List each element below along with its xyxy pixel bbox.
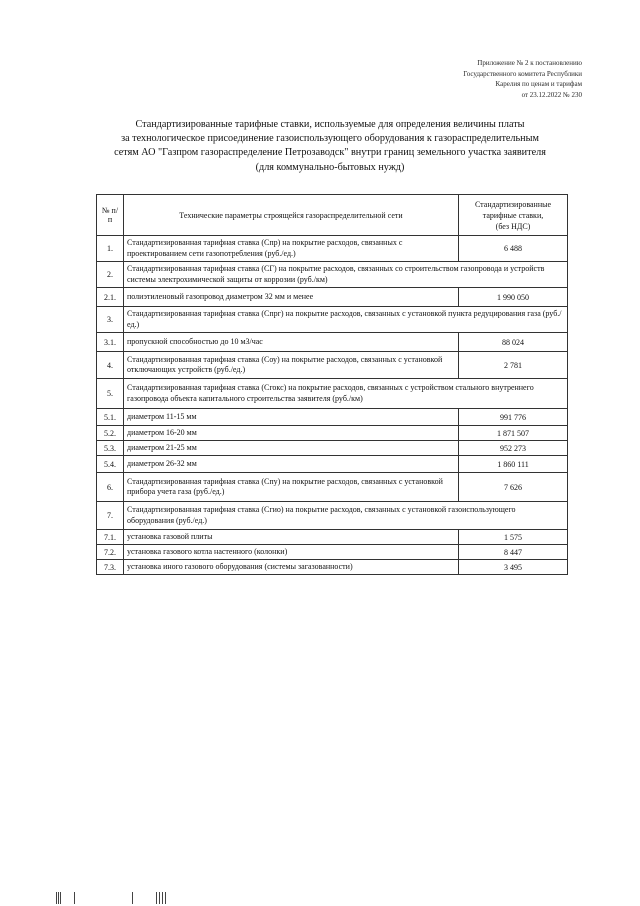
row-num: 7.1. (97, 530, 124, 545)
row-num: 5.4. (97, 456, 124, 473)
row-param: диаметром 21-25 мм (124, 441, 459, 456)
row-num: 7.2. (97, 545, 124, 560)
row-num: 5.1. (97, 409, 124, 426)
row-rate: 1 575 (459, 530, 568, 545)
row-param: диаметром 26-32 мм (124, 456, 459, 473)
row-param: Стандартизированная тарифная ставка (Спрг) на покрытие расходов, связанных с установкой пункта редуцирования газа (руб./ед.) (124, 307, 568, 333)
table-row (97, 352, 568, 379)
table-row (97, 441, 568, 456)
table-row (97, 288, 568, 307)
table-header-row (97, 195, 568, 236)
row-num: 1. (97, 236, 124, 262)
row-param: Стандартизированная тарифная ставка (Сгокс) на покрытие расходов, связанных с устройством стального внутреннего газопровода объекта капитального строительства заявителя (руб./км) (124, 379, 568, 409)
row-rate: 991 776 (459, 409, 568, 426)
title-line: за технологическое присоединение газоиспользующего оборудования к газораспределительным (121, 133, 539, 145)
row-num: 3. (97, 307, 124, 333)
row-rate: 7 626 (459, 473, 568, 502)
row-num: 5. (97, 379, 124, 409)
row-param: полиэтиленовый газопровод диаметром 32 мм и менее (124, 288, 459, 307)
appendix-line: Государственного комитета Республики (463, 69, 582, 78)
table-row (97, 473, 568, 502)
row-num: 7. (97, 502, 124, 530)
row-num: 5.3. (97, 441, 124, 456)
row-rate: 1 871 507 (459, 426, 568, 441)
row-rate: 2 781 (459, 352, 568, 379)
title-line: (для коммунально-бытовых нужд) (255, 161, 405, 173)
row-num: 2.1. (97, 288, 124, 307)
table-row (97, 379, 568, 409)
row-rate: 6 488 (459, 236, 568, 262)
table-row (97, 456, 568, 473)
document-title (95, 118, 565, 175)
table-row (97, 409, 568, 426)
header-rate (459, 195, 568, 236)
appendix-line: Приложение № 2 к постановлению (477, 59, 582, 67)
row-num: 3.1. (97, 333, 124, 352)
row-param: установка газовой плиты (124, 530, 459, 545)
table-row (97, 307, 568, 333)
row-rate: 1 990 050 (459, 288, 568, 307)
table-row (97, 545, 568, 560)
row-param: диаметром 11-15 мм (124, 409, 459, 426)
row-param: Стандартизированная тарифная ставка (Сгио) на покрытие расходов, связанных с установкой газоиспользующего оборудования (руб./ед.) (124, 502, 568, 530)
tariff-table (96, 194, 568, 575)
header-rate-line: (без НДС) (495, 221, 531, 231)
row-param: Стандартизированная тарифная ставка (Спр) на покрытие расходов, связанных с проектированием сети газопотребления (руб./ед.) (124, 236, 459, 262)
row-param: пропускной способностью до 10 м3/час (124, 333, 459, 352)
row-rate: 88 024 (459, 333, 568, 352)
appendix-line: Карелия по ценам и тарифам (495, 80, 582, 88)
header-rate-line: тарифные ставки, (482, 210, 544, 220)
row-param: Стандартизированная тарифная ставка (Соу) на покрытие расходов, связанных с установкой отключающих устройств (руб./ед.) (124, 352, 459, 379)
header-num: № п/п (97, 195, 124, 236)
row-param: установка иного газового оборудования (системы загазованности) (124, 560, 459, 575)
row-num: 2. (97, 262, 124, 288)
row-num: 4. (97, 352, 124, 379)
table-row (97, 560, 568, 575)
row-num: 7.3. (97, 560, 124, 575)
row-param: Стандартизированная тарифная ставка (СГ) на покрытие расходов, связанных со строительством газопровода и устройств системы электрохимической защиты от коррозии (руб./км) (124, 262, 568, 288)
table-row (97, 426, 568, 441)
table-row (97, 236, 568, 262)
row-rate: 952 273 (459, 441, 568, 456)
row-rate: 3 495 (459, 560, 568, 575)
table-row (97, 333, 568, 352)
title-line: сетям АО "Газпром газораспределение Петрозаводск" внутри границ земельного участка заявителя (114, 147, 546, 159)
row-num: 6. (97, 473, 124, 502)
table-row (97, 502, 568, 530)
header-rate-line: Стандартизированные (474, 199, 552, 209)
row-param: диаметром 16-20 мм (124, 426, 459, 441)
table-row (97, 262, 568, 288)
appendix-note (352, 58, 582, 100)
appendix-line: от 23.12.2022 № 230 (521, 90, 582, 99)
row-param: Стандартизированная тарифная ставка (Спу) на покрытие расходов, связанных с установкой прибора учета газа (руб./ед.) (124, 473, 459, 502)
scan-artifact-marks (52, 892, 202, 906)
row-rate: 8 447 (459, 545, 568, 560)
table-row (97, 530, 568, 545)
row-param: установка газового котла настенного (колонки) (124, 545, 459, 560)
row-num: 5.2. (97, 426, 124, 441)
row-rate: 1 860 111 (459, 456, 568, 473)
title-line: Стандартизированные тарифные ставки, используемые для определения величины платы (135, 119, 525, 130)
header-param: Технические параметры строящейся газораспределительной сети (124, 195, 459, 236)
